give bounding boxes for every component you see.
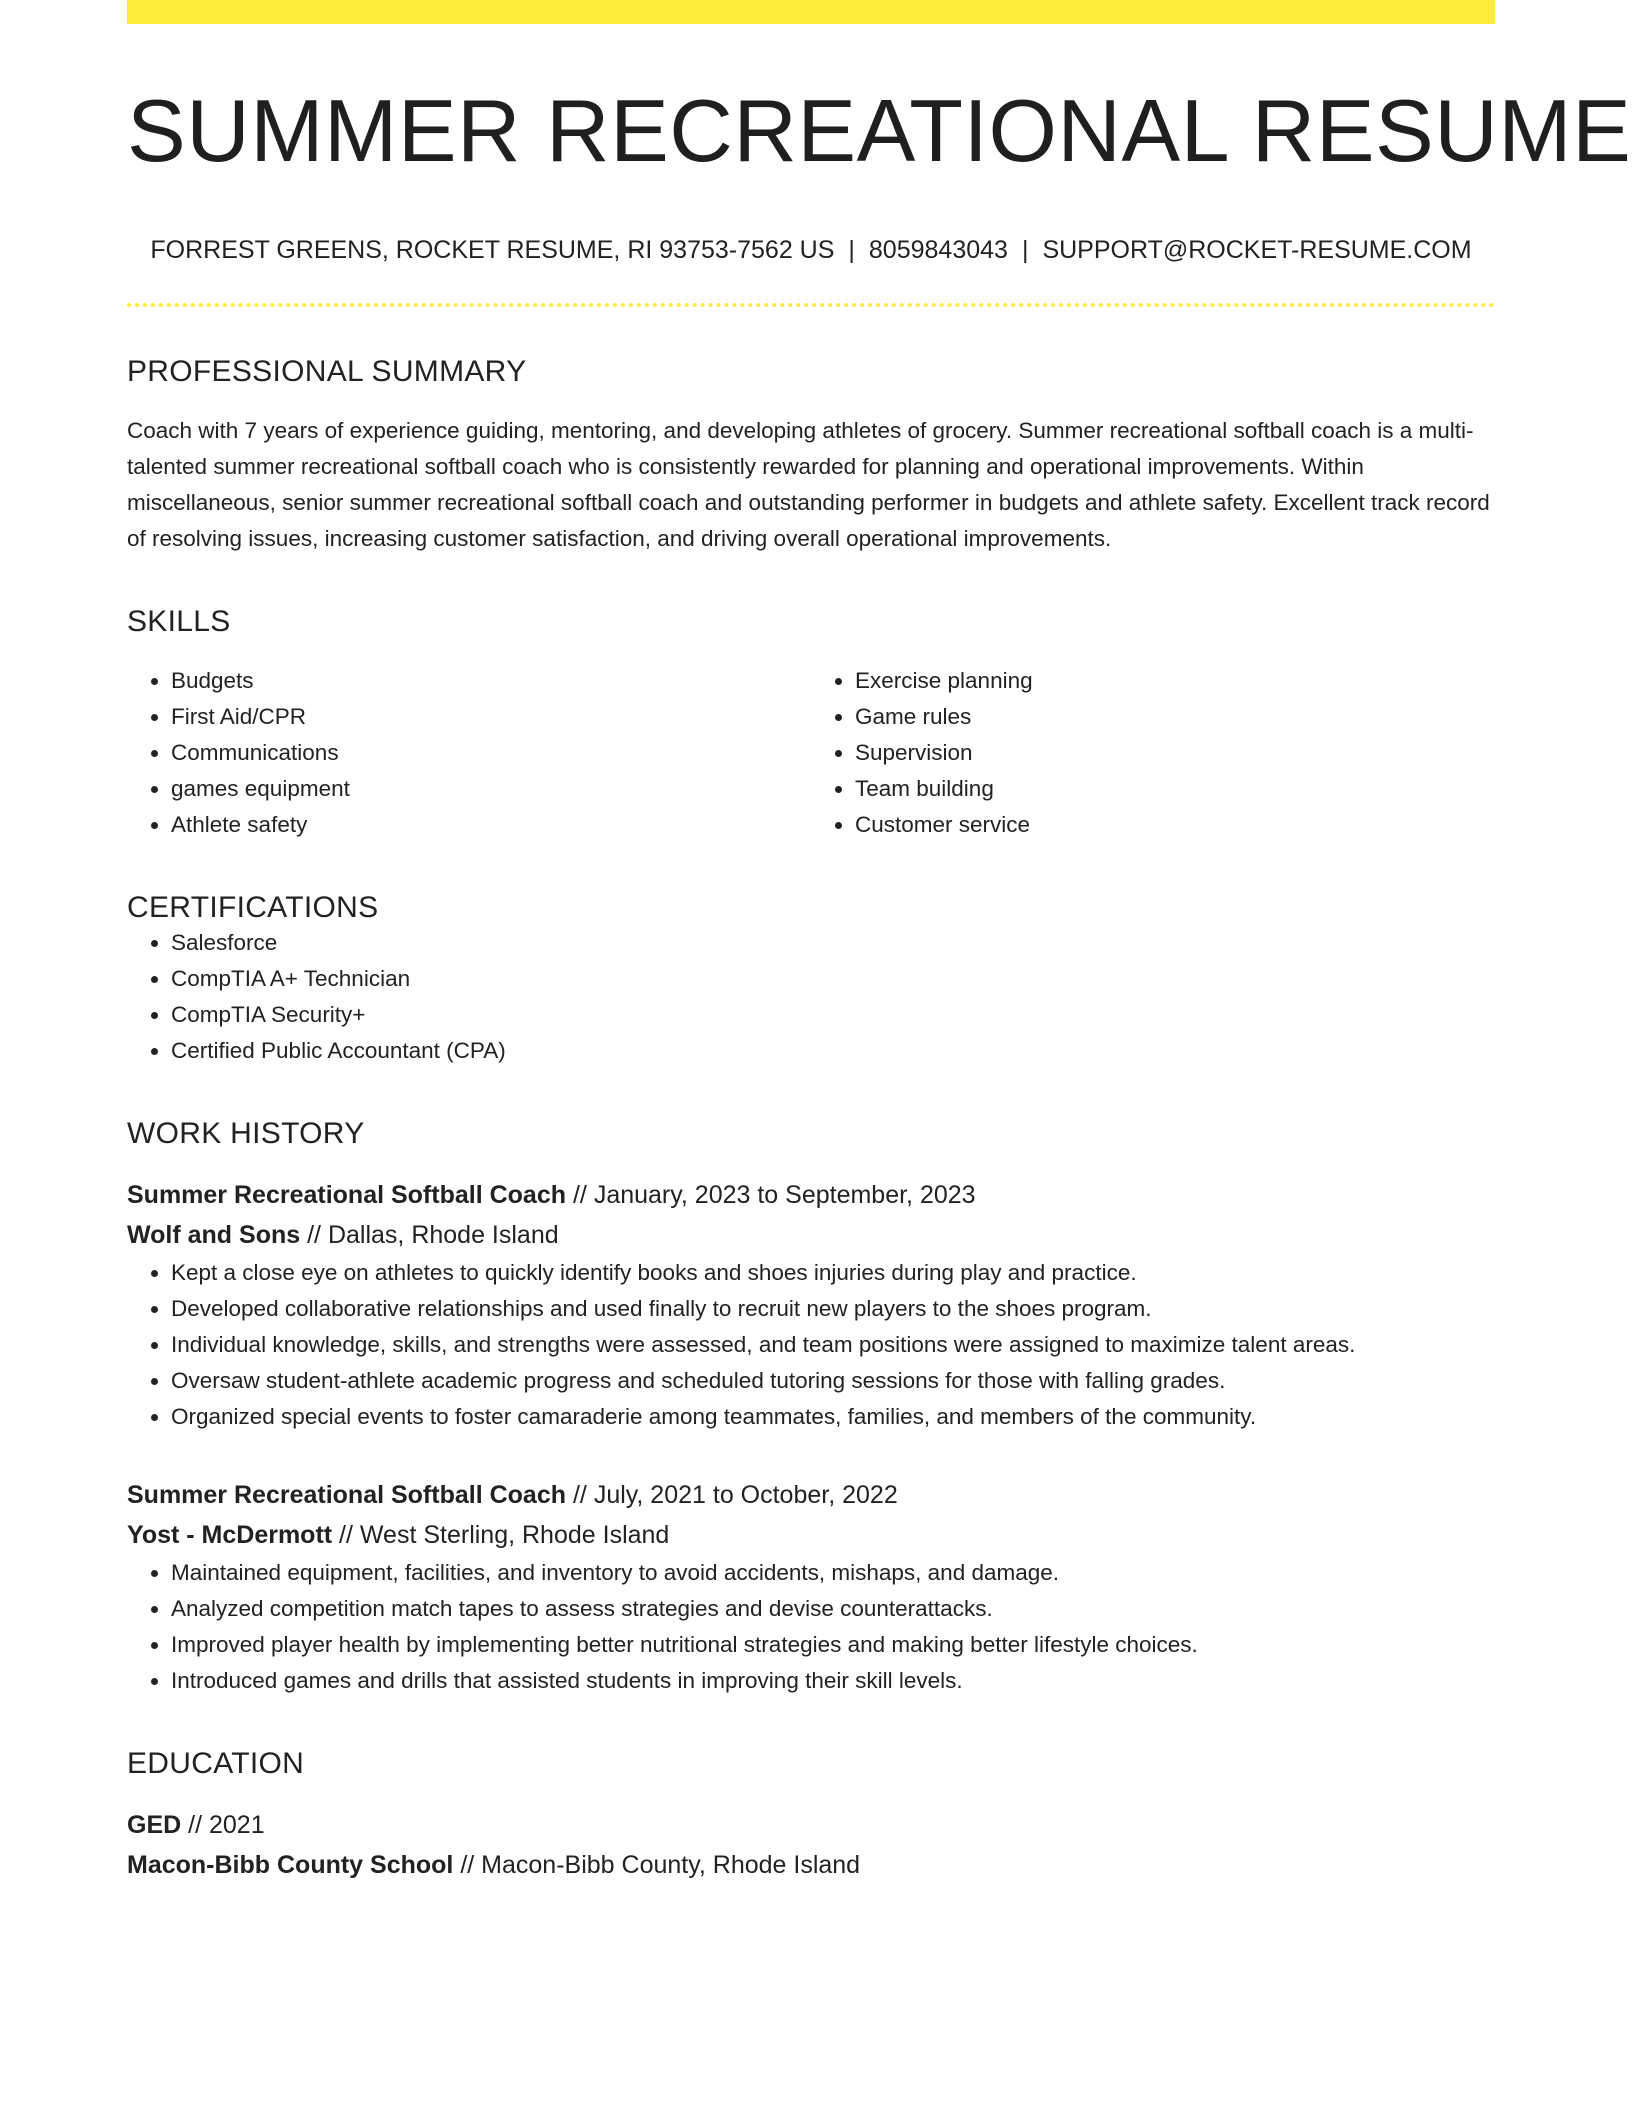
skill-item: • Athlete safety (171, 807, 811, 843)
job-bullet: • Developed collaborative relationships and used finally to recruit new players to the shoes program. (171, 1291, 1495, 1327)
education-school: Macon-Bibb County School (127, 1850, 454, 1879)
skills-list-right (811, 663, 1495, 843)
job-bullet: • Improved player health by implementing better nutritional strategies and making better lifestyle choices. (171, 1627, 1495, 1663)
education-degree: GED (127, 1810, 182, 1839)
job-role-line (127, 1175, 1495, 1215)
summary-title: PROFESSIONAL SUMMARY (127, 354, 527, 388)
contact-separator: | (1021, 235, 1029, 264)
resume-page (127, 0, 1632, 1885)
skill-item: • Team building (855, 771, 1495, 807)
job-company-line (127, 1515, 1495, 1555)
education-school-line (127, 1845, 1495, 1885)
job-bullet: • Introduced games and drills that assisted students in improving their skill levels. (171, 1663, 1495, 1699)
job-bullet: • Kept a close eye on athletes to quickly identify books and shoes injuries during play and practice. (171, 1255, 1495, 1291)
contact-email: SUPPORT@ROCKET-RESUME.COM (1042, 235, 1472, 264)
contact-phone: 8059843043 (868, 235, 1008, 264)
job-role: Summer Recreational Softball Coach (127, 1480, 567, 1509)
job-bullets (127, 1555, 1495, 1699)
top-accent-bar (127, 0, 1495, 24)
skill-item: • Budgets (171, 663, 811, 699)
job-bullet: • Individual knowledge, skills, and strengths were assessed, and team positions were assigned to maximize talent areas. (171, 1327, 1495, 1363)
job-entry (127, 1175, 1495, 1435)
skills-list-left (127, 663, 811, 843)
job-bullet: • Oversaw student-athlete academic progress and scheduled tutoring sessions for those with falling grades. (171, 1363, 1495, 1399)
job-entry (127, 1475, 1495, 1699)
header-divider (127, 303, 1495, 307)
contact-line (127, 236, 1495, 265)
job-role: Summer Recreational Softball Coach (127, 1180, 567, 1209)
job-bullet: • Organized special events to foster camaraderie among teammates, families, and members of the community. (171, 1399, 1495, 1435)
job-separator: // (300, 1220, 328, 1249)
education-title: EDUCATION (127, 1746, 305, 1780)
job-company: Wolf and Sons (127, 1220, 301, 1249)
education-year: 2021 (208, 1810, 265, 1839)
skill-item: • Customer service (855, 807, 1495, 843)
contact-separator: | (848, 235, 855, 264)
certification-item: • CompTIA Security+ (171, 997, 1495, 1033)
job-bullet: • Analyzed competition match tapes to assess strategies and devise counterattacks. (171, 1591, 1495, 1627)
certification-item: • Salesforce (171, 925, 1495, 961)
summary-text: Coach with 7 years of experience guiding, mentoring, and developing athletes of grocery. Summer recreational softball coach is a multi-talented summer recreational softball coach who is consistently rewarded for planning and operational improvements. Within miscellaneous, senior summer recreational softball coach and outstanding performer in budgets and athlete safety. Excellent track record of resolving issues, increasing customer satisfaction, and driving overall operational improvements. (127, 417, 1490, 551)
contact-address: FORREST GREENS, ROCKET RESUME, RI 93753-7562 US (150, 235, 835, 264)
job-location: West Sterling, Rhode Island (359, 1520, 670, 1549)
skill-item: • Supervision (855, 735, 1495, 771)
skill-item: • Game rules (855, 699, 1495, 735)
certification-item: • Certified Public Accountant (CPA) (171, 1033, 1495, 1069)
job-dates: January, 2023 to September, 2023 (593, 1180, 976, 1209)
job-role-line (127, 1475, 1495, 1515)
job-separator: // (566, 1180, 594, 1209)
job-separator: // (566, 1480, 594, 1509)
education-separator: // (181, 1810, 209, 1839)
education-location: Macon-Bibb County, Rhode Island (481, 1850, 861, 1879)
skills-grid (127, 663, 1495, 843)
job-company-line (127, 1215, 1495, 1255)
education-separator: // (453, 1850, 482, 1879)
job-separator: // (332, 1520, 360, 1549)
job-bullet: • Maintained equipment, facilities, and inventory to avoid accidents, mishaps, and damage. (171, 1555, 1495, 1591)
certifications-title: CERTIFICATIONS (127, 890, 379, 924)
resume-name: SUMMER RECREATIONAL RESUME (127, 81, 1632, 180)
job-company: Yost - McDermott (127, 1520, 333, 1549)
education-degree-line (127, 1805, 1495, 1845)
job-dates: July, 2021 to October, 2022 (593, 1480, 898, 1509)
skill-item: • Exercise planning (855, 663, 1495, 699)
job-location: Dallas, Rhode Island (327, 1220, 559, 1249)
skills-title: SKILLS (127, 604, 231, 638)
certification-item: • CompTIA A+ Technician (171, 961, 1495, 997)
skill-item: • games equipment (171, 771, 811, 807)
skill-item: • Communications (171, 735, 811, 771)
skill-item: • First Aid/CPR (171, 699, 811, 735)
job-bullets (127, 1255, 1495, 1435)
certifications-list (127, 925, 1495, 1069)
education-entry (127, 1805, 1495, 1885)
work-history-title: WORK HISTORY (127, 1116, 365, 1150)
